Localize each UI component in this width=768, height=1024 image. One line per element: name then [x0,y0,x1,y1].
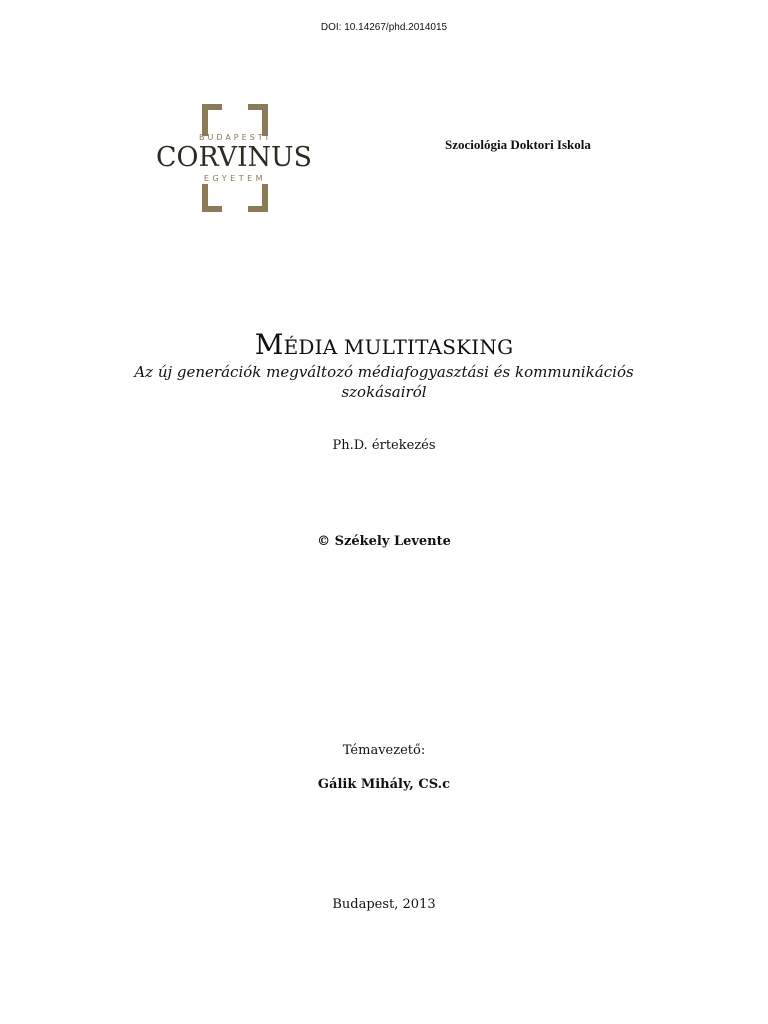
place-and-date: Budapest, 2013 [332,897,436,912]
logo-bracket-segment [202,206,222,212]
title-initial: M [254,328,284,361]
logo-main-text: CORVINUS [156,142,312,173]
title-rest: ÉDIA MULTITASKING [283,335,514,359]
supervisor-label: Témavezető: [342,743,426,758]
thesis-subtitle: Az új generációk megváltozó médiafogyasztási és kommunikációs szokásairól [134,363,634,401]
thesis-title [0,328,768,361]
doi-header: DOI: 10.14267/phd.2014015 [320,22,448,33]
thesis-type: Ph.D. értekezés [332,438,436,453]
corvinus-logo [150,100,320,216]
logo-bracket-segment [248,206,268,212]
supervisor-name: Gálik Mihály, CS.c [317,777,451,792]
logo-bottom-text: EGYETEM [203,174,267,183]
author-name: © Székely Levente [317,534,451,549]
logo-bracket-segment [202,104,222,110]
logo-bracket-segment [248,104,268,110]
doctoral-school-name: Szociológia Doktori Iskola [445,137,591,152]
logo-top-text: BUDAPESTI [198,133,272,142]
